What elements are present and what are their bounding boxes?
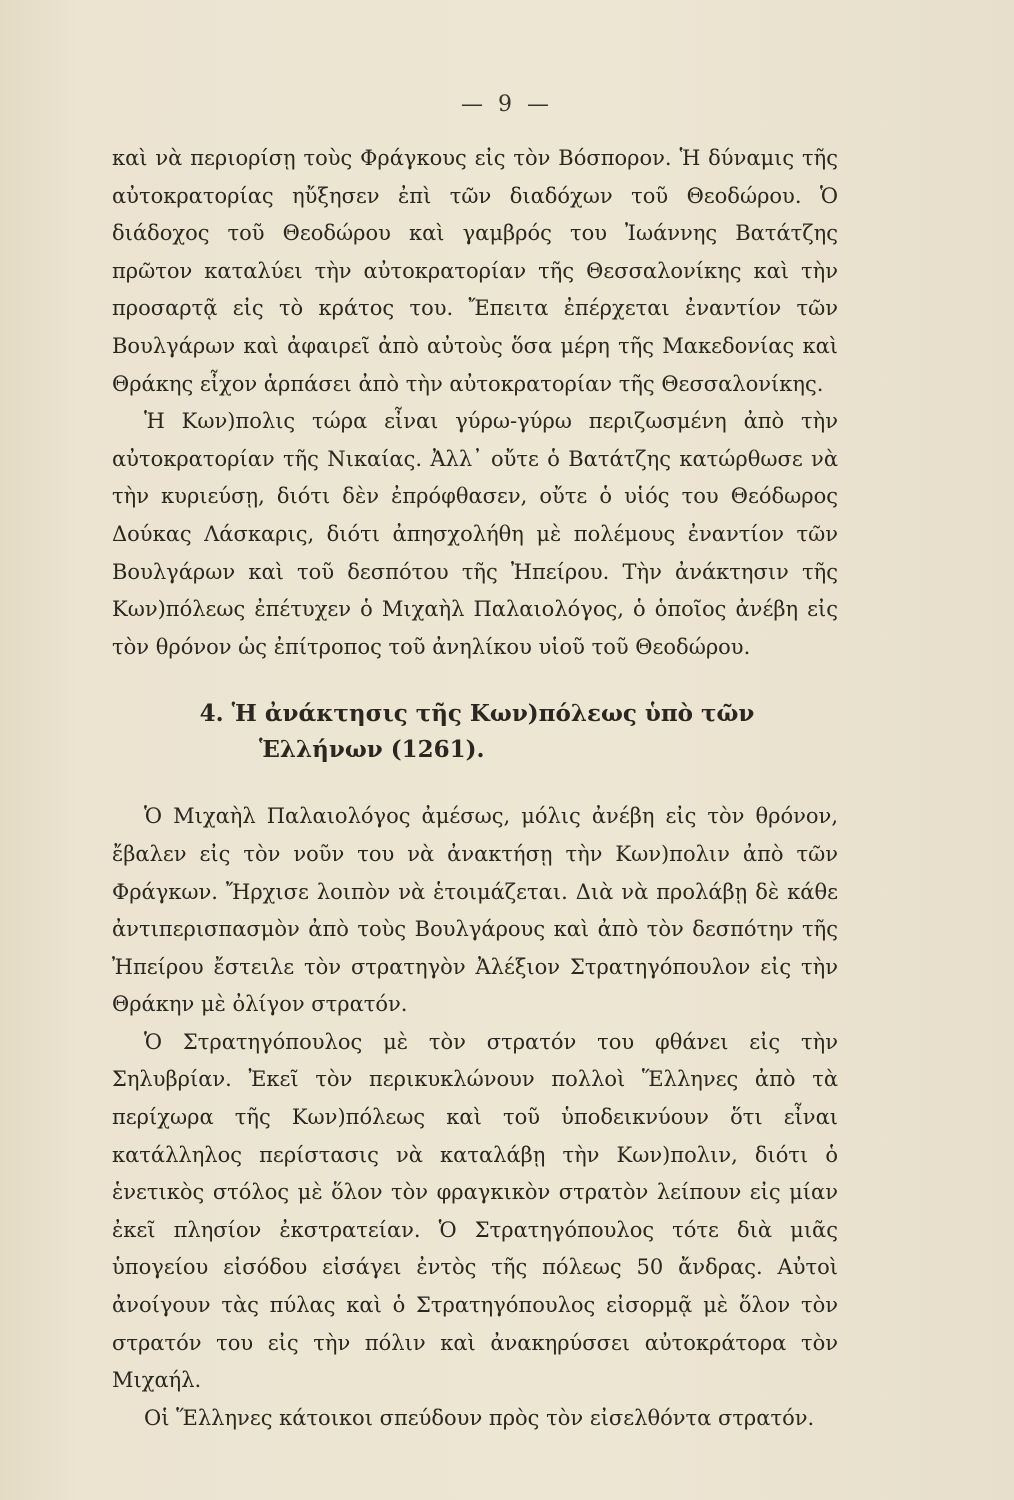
page-body <box>112 140 838 1437</box>
page-number: — 9 — <box>461 92 553 117</box>
paragraph-2: Ἡ Κων)πολις τώρα εἶναι γύρω-γύρω περιζωσμένη ἀπὸ τὴν αὐτοκρατορίαν τῆς Νικαίας. Ἀλλ᾽ οὔτε ὁ Βατάτζης κατώρθωσε νὰ τὴν κυριεύσῃ, διότι δὲν ἐπρόφθασεν, οὔτε ὁ υἱός του Θεόδωρος Δούκας Λάσκαρις, διότι ἀπησχολήθη μὲ πολέμους ἐναντίον τῶν Βουλγάρων καὶ τοῦ δεσπότου τῆς Ἠπείρου. Τὴν ἀνάκτησιν τῆς Κων)πόλεως ἐπέτυχεν ὁ Μιχαὴλ Παλαιολόγος, ὁ ὁποῖος ἀνέβη εἰς τὸν θρόνον ὡς ἐπίτροπος τοῦ ἀνηλίκου υἱοῦ τοῦ Θεοδώρου. <box>112 409 838 659</box>
section-heading <box>112 696 838 768</box>
paragraph-1: καὶ νὰ περιορίσῃ τοὺς Φράγκους εἰς τὸν Βόσπορον. Ἡ δύναμις τῆς αὐτοκρατορίας ηὔξησεν ἐπὶ τῶν διαδόχων τοῦ Θεοδώρου. Ὁ διάδοχος τοῦ Θεοδώρου καὶ γαμβρός του Ἰωάννης Βατάτζης πρῶτον καταλύει τὴν αὐτοκρατορίαν τῆς Θεσσαλονίκης καὶ τὴν προσαρτᾷ εἰς τὸ κράτος του. Ἔπειτα ἐπέρχεται ἐναντίον τῶν Βουλγάρων καὶ ἀφαιρεῖ ἀπὸ αὐτοὺς ὅσα μέρη τῆς Μακεδονίας καὶ Θράκης εἶχον ἁρπάσει ἀπὸ τὴν αὐτοκρατορίαν τῆς Θεσσαλονίκης. <box>112 146 838 396</box>
section-heading-line-2: Ἑλλήνων (1261). <box>259 736 485 764</box>
section-heading-line-1: 4. Ἡ ἀνάκτησις τῆς Κων)πόλεως ὑπὸ τῶν <box>199 700 755 728</box>
paragraph-4: Ὁ Στρατηγόπουλος μὲ τὸν στρατόν του φθάνει εἰς τὴν Σηλυβρίαν. Ἐκεῖ τὸν περικυκλώνουν πολλοὶ Ἕλληνες ἀπὸ τὰ περίχωρα τῆς Κων)πόλεως καὶ τοῦ ὑποδεικνύουν ὅτι εἶναι κατάλληλος περίστασις νὰ καταλάβῃ τὴν Κων)πολιν, διότι ὁ ἑνετικὸς στόλος μὲ ὅλον τὸν φραγκικὸν στρατὸν λείπουν εἰς μίαν ἐκεῖ πλησίον ἐκστρατείαν. Ὁ Στρατηγόπουλος τότε διὰ μιᾶς ὑπογείου εἰσόδου εἰσάγει ἐντὸς τῆς πόλεως 50 ἄνδρας. Αὐτοὶ ἀνοίγουν τὰς πύλας καὶ ὁ Στρατηγόπουλος εἰσορμᾷ μὲ ὅλον τὸν στρατόν του εἰς τὴν πόλιν καὶ ἀνακηρύσσει αὐτοκράτορα τὸν Μιχαήλ. <box>112 1029 838 1393</box>
paragraph-3: Ὁ Μιχαὴλ Παλαιολόγος ἀμέσως, μόλις ἀνέβη εἰς τὸν θρόνον, ἔβαλεν εἰς τὸν νοῦν του νὰ ἀνακτήσῃ τὴν Κων)πολιν ἀπὸ τῶν Φράγκων. Ἤρχισε λοιπὸν νὰ ἑτοιμάζεται. Διὰ νὰ προλάβῃ δὲ κάθε ἀντιπερισπασμὸν ἀπὸ τοὺς Βουλγάρους καὶ ἀπὸ τὸν δεσπότην τῆς Ἠπείρου ἔστειλε τὸν στρατηγὸν Ἀλέξιον Στρατηγόπουλον εἰς τὴν Θράκην μὲ ὀλίγον στρατόν. <box>112 804 838 1017</box>
paragraph-5: Οἱ Ἕλληνες κάτοικοι σπεύδουν πρὸς τὸν εἰσελθόντα στρατόν. <box>144 1405 815 1430</box>
